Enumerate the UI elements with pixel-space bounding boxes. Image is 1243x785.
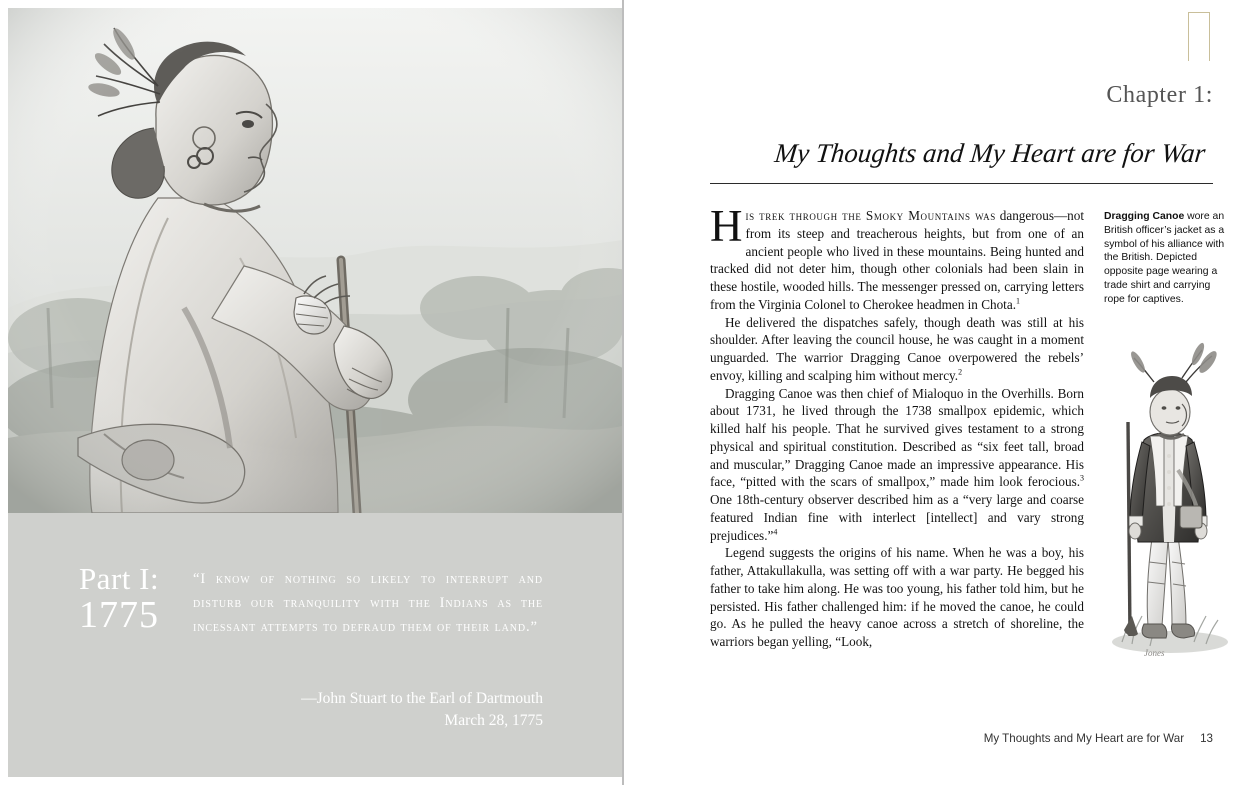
part-title-panel: [8, 513, 622, 777]
body-paragraph-4: Legend suggests the origins of his name. When he was a boy, his father, Attakullakulla, was setting off with a war party. He begged his father to take him along. He was too young, his father told him, but he persisted. His father challenged him: if he moved the canoe, he could go. As he pulled the heavy canoe across a stretch of shoreline, the warriors began yelling, “Look,: [710, 545, 1084, 649]
attribution-line1: —John Stuart to the Earl of Dartmouth: [301, 690, 543, 707]
opening-smallcaps: is trek through the Smoky Mountains was: [745, 208, 996, 223]
artist-signature: Jones: [1144, 648, 1165, 658]
chapter-body-text: [710, 201, 1084, 651]
footnote-marker-4: 4: [773, 527, 778, 537]
body-paragraph-1: His trek through the Smoky Mountains was dangerous—not from its steep and treacherous heights, but from one of an ancient people who lived in these mountains. Being hunted and tracked did not deter him, though other colonials had been slain in these hostile, wooded hills. The messenger pressed on, carrying letters from the Virginia Colonel to Cherokee headmen in Chota.$^1$: [710, 201, 1084, 312]
body-paragraph-3: Dragging Canoe was then chief of Mialoquo in the Overhills. Born about 1731, he lived through the 1738 smallpox epidemic, which killed half his people. That he survived gives testament to a strong physical and spiritual constitution. Described as “six feet tall, broad and muscular,” Dragging Canoe made an impressive appearance. His face, “pitted with the scars of smallpox,” made him look ferocious.$^3$ One 18th-century observer described him as a “very large and coarse featured Indian fine with interlect [intellect] and vary strong prejudices.”$^4$: [710, 385, 1084, 543]
chapter-title-rule: [710, 183, 1213, 184]
chapter-label: Chapter 1:: [1106, 82, 1213, 108]
page-number: 13: [1200, 732, 1213, 745]
part-epigraph-quote: “I know of nothing so likely to interrupt and disturb our tranquility with the Indians as the incessant attempts to defraud them of their land.”: [193, 571, 543, 635]
running-head: My Thoughts and My Heart are for War: [983, 732, 1185, 745]
dragging-canoe-portrait-illustration: [8, 8, 622, 513]
footnote-marker-3: 3: [1080, 473, 1084, 483]
right-page: [624, 0, 1243, 785]
part-epigraph-attribution: [193, 688, 543, 733]
page-footer: [710, 732, 1213, 745]
part-label: [34, 563, 204, 635]
footnote-marker-1: 1: [1016, 296, 1020, 306]
figure-caption: [1104, 210, 1232, 307]
svg-text:My Thoughts and My Heart are f: My Thoughts and My Heart are for War: [773, 138, 1207, 168]
footnote-marker-2: 2: [958, 367, 963, 377]
part-label-line1: Part I:: [78, 561, 160, 596]
attribution-line2: March 28, 1775: [444, 712, 543, 730]
figure-caption-subject: Dragging Canoe: [1104, 211, 1185, 222]
drop-cap: H: [710, 201, 743, 251]
part-label-line2: 1775: [79, 593, 159, 636]
corner-rule-decoration: [1188, 12, 1210, 61]
figure-caption-text: wore an British officer’s jacket as a symbol of his alliance with the British. Depicted opposite page wearing a trade shirt and carrying rope for captives.: [1104, 211, 1225, 305]
chapter-title-script: [710, 128, 1210, 176]
dragging-canoe-full-figure-illustration: [1094, 330, 1243, 660]
body-paragraph-2: He delivered the dispatches safely, though death was still at his shoulder. After leaving the council house, he was caught in a moment unguarded. The warrior Dragging Canoe overpowered the rebels’ envoy, killing and scalping him without mercy.$^2$: [710, 314, 1084, 383]
